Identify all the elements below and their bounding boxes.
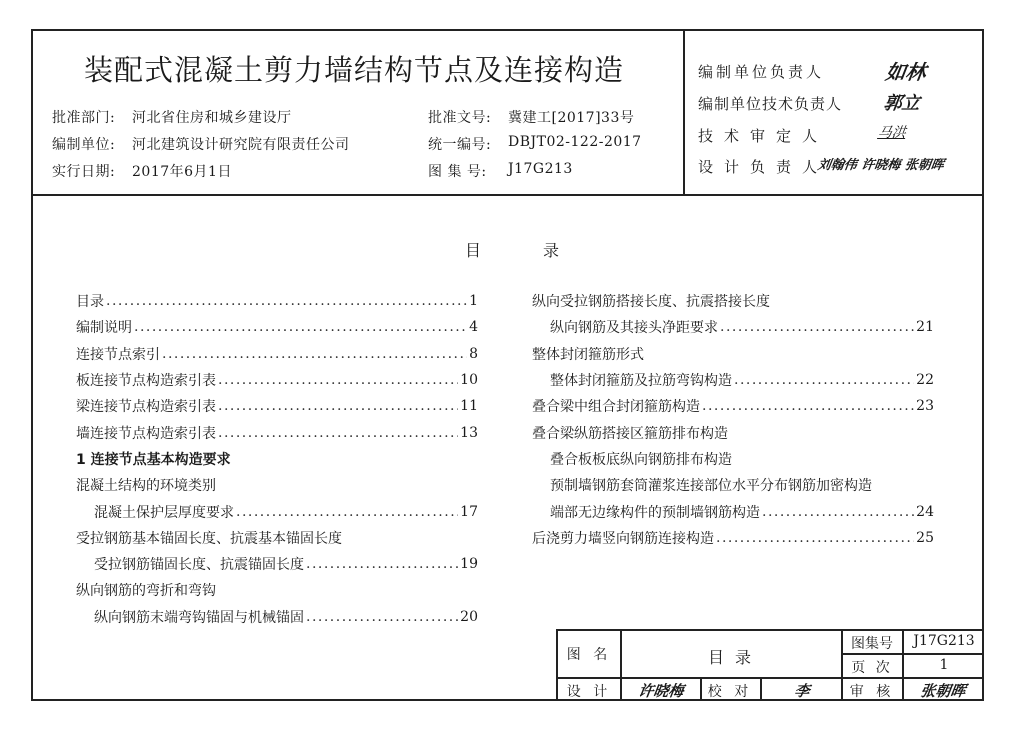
toc-leader-dots bbox=[700, 398, 914, 414]
toc-entry bbox=[532, 498, 934, 524]
toc-entry-title: 板连接节点构造索引表 bbox=[76, 373, 216, 390]
toc-leader-dots bbox=[234, 504, 458, 520]
design-label: 设 计 bbox=[566, 684, 612, 700]
page-no: 1 bbox=[939, 657, 949, 673]
toc-leader-dots bbox=[160, 346, 467, 362]
toc-entry-title: 预制墙钢筋套筒灌浆连接部位水平分布钢筋加密构造 bbox=[550, 478, 872, 495]
approval-no-label: 批准文号: bbox=[428, 110, 492, 126]
unified-no-label: 统一编号: bbox=[428, 137, 492, 153]
toc-entry-page: 20 bbox=[460, 608, 478, 625]
toc-leader-dots bbox=[732, 372, 914, 388]
toc-entry-page: 21 bbox=[916, 319, 934, 336]
toc-entry-title: 梁连接节点构造索引表 bbox=[76, 399, 216, 416]
effective-date: 2017年6月1日 bbox=[132, 164, 232, 180]
toc-entry-page: 13 bbox=[460, 424, 478, 441]
page-label: 页 次 bbox=[851, 660, 893, 676]
header-bottom-rule bbox=[31, 194, 984, 196]
review-label: 审 核 bbox=[849, 684, 895, 700]
toc-entry-title: 叠合梁中组合封闭箍筋构造 bbox=[532, 399, 700, 416]
atlas-no: J17G213 bbox=[508, 161, 573, 177]
resp-role-2: 编制单位技术负责人 bbox=[698, 95, 843, 113]
resp-signature-3: 马洪 bbox=[876, 125, 907, 141]
toc-entry-page: 1 bbox=[469, 293, 478, 310]
compiler: 河北建筑设计研究院有限责任公司 bbox=[132, 137, 350, 153]
resp-role-4: 设计负责人 bbox=[698, 158, 829, 176]
toc-leader-dots bbox=[132, 319, 467, 335]
toc-entry bbox=[532, 446, 934, 472]
atlas-title: 装配式混凝土剪力墙结构节点及连接构造 bbox=[84, 53, 625, 87]
header-divider bbox=[683, 29, 685, 195]
toc-entry-title: 墙连接节点构造索引表 bbox=[76, 425, 216, 442]
toc-entry-page: 23 bbox=[916, 398, 934, 415]
toc-entry bbox=[532, 419, 934, 445]
toc-entry-page: 17 bbox=[460, 503, 478, 520]
design-signature: 许晓梅 bbox=[637, 682, 685, 700]
atlas-no-label-block: 图集号 bbox=[851, 636, 893, 652]
toc-heading-left: 目 bbox=[465, 241, 484, 260]
toc-leader-dots bbox=[714, 530, 914, 546]
toc-entry bbox=[532, 393, 934, 419]
toc-entry-page: 25 bbox=[916, 529, 934, 546]
toc-entry-title: 受拉钢筋基本锚固长度、抗震基本锚固长度 bbox=[76, 530, 342, 547]
toc-entry-title: 混凝土保护层厚度要求 bbox=[94, 504, 234, 521]
toc-entry-title: 端部无边缘构件的预制墙钢筋构造 bbox=[550, 504, 760, 521]
approval-no: 冀建工[2017]33号 bbox=[508, 110, 635, 126]
toc-entry-title: 叠合梁纵筋搭接区箍筋排布构造 bbox=[532, 425, 728, 442]
toc-entry-page: 19 bbox=[460, 556, 478, 573]
toc-leader-dots bbox=[216, 372, 458, 388]
resp-role-1: 编制单位负责人 bbox=[698, 63, 825, 81]
resp-role-3: 技术审定人 bbox=[698, 127, 829, 145]
toc-entry-title: 混凝土结构的环境类别 bbox=[76, 478, 216, 495]
approval-dept: 河北省住房和城乡建设厅 bbox=[132, 110, 292, 126]
check-label: 校 对 bbox=[707, 684, 753, 700]
toc-leader-dots bbox=[718, 319, 914, 335]
toc-entry-title: 整体封闭箍筋及拉筋弯钩构造 bbox=[550, 373, 732, 390]
toc-entry-title: 编制说明 bbox=[76, 320, 132, 337]
toc-entry-page: 22 bbox=[916, 372, 934, 389]
toc-entry-title: 受拉钢筋锚固长度、抗震锚固长度 bbox=[94, 557, 304, 574]
toc-entry-title: 纵向钢筋末端弯钩锚固与机械锚固 bbox=[94, 609, 304, 626]
check-signature: 李 bbox=[793, 682, 811, 700]
toc-entry-page: 8 bbox=[469, 345, 478, 362]
toc-entry-page: 4 bbox=[469, 319, 478, 336]
toc-entry bbox=[76, 393, 478, 419]
toc-entry-title: 叠合板板底纵向钢筋排布构造 bbox=[550, 451, 732, 468]
unified-no: DBJT02-122-2017 bbox=[508, 134, 642, 150]
toc-heading-right: 录 bbox=[543, 241, 562, 260]
toc-entry bbox=[532, 341, 934, 367]
toc-leader-dots bbox=[216, 398, 458, 414]
drawing-name-label: 图 名 bbox=[566, 647, 612, 663]
toc-leader-dots bbox=[304, 556, 458, 572]
toc-entry-title: 目录 bbox=[76, 294, 104, 311]
toc-entry bbox=[76, 551, 478, 577]
resp-signature-1: 如林 bbox=[884, 60, 928, 84]
atlas-no-block: J17G213 bbox=[913, 633, 975, 649]
toc-entry bbox=[76, 367, 478, 393]
toc-entry-title: 纵向受拉钢筋搭接长度、抗震搭接长度 bbox=[532, 294, 770, 311]
toc-entry-page: 24 bbox=[916, 503, 934, 520]
toc-entry-title: 整体封闭箍筋形式 bbox=[532, 346, 644, 363]
toc-entry-title: 纵向钢筋的弯折和弯钩 bbox=[76, 583, 216, 600]
toc-entry-title: 纵向钢筋及其接头净距要求 bbox=[550, 320, 718, 337]
toc-leader-dots bbox=[216, 425, 458, 441]
drawing-name: 目 录 bbox=[707, 648, 755, 667]
toc-entry bbox=[76, 525, 478, 551]
toc-entry bbox=[76, 419, 478, 445]
toc-right-column bbox=[532, 288, 934, 551]
toc-entry bbox=[76, 314, 478, 340]
toc-left-column bbox=[76, 288, 478, 630]
toc-entry bbox=[532, 288, 934, 314]
toc-entry bbox=[76, 472, 478, 498]
toc-entry-page: 10 bbox=[460, 372, 478, 389]
toc-entry bbox=[532, 525, 934, 551]
toc-entry bbox=[76, 446, 478, 472]
effective-date-label: 实行日期: bbox=[52, 164, 116, 180]
approval-dept-label: 批准部门: bbox=[52, 110, 116, 126]
review-signature: 张朝晖 bbox=[919, 682, 967, 700]
toc-entry bbox=[76, 577, 478, 603]
resp-signature-4: 刘翰伟 许晓梅 张朝晖 bbox=[816, 158, 945, 173]
compiler-label: 编制单位: bbox=[52, 137, 116, 153]
toc-leader-dots bbox=[104, 293, 467, 309]
toc-entry bbox=[76, 498, 478, 524]
toc-leader-dots bbox=[304, 609, 458, 625]
toc-entry-title: 连接节点索引 bbox=[76, 346, 160, 363]
toc-entry bbox=[76, 341, 478, 367]
toc-entry-title: 后浇剪力墙竖向钢筋连接构造 bbox=[532, 530, 714, 547]
toc-entry bbox=[532, 314, 934, 340]
toc-entry-page: 11 bbox=[460, 398, 478, 415]
toc-entry-title: 1 连接节点基本构造要求 bbox=[76, 451, 231, 468]
toc-entry bbox=[532, 367, 934, 393]
toc-leader-dots bbox=[760, 504, 914, 520]
toc-entry bbox=[532, 472, 934, 498]
resp-signature-2: 郭立 bbox=[882, 93, 922, 114]
toc-entry bbox=[76, 604, 478, 630]
atlas-no-label: 图 集 号: bbox=[428, 164, 487, 180]
toc-entry bbox=[76, 288, 478, 314]
